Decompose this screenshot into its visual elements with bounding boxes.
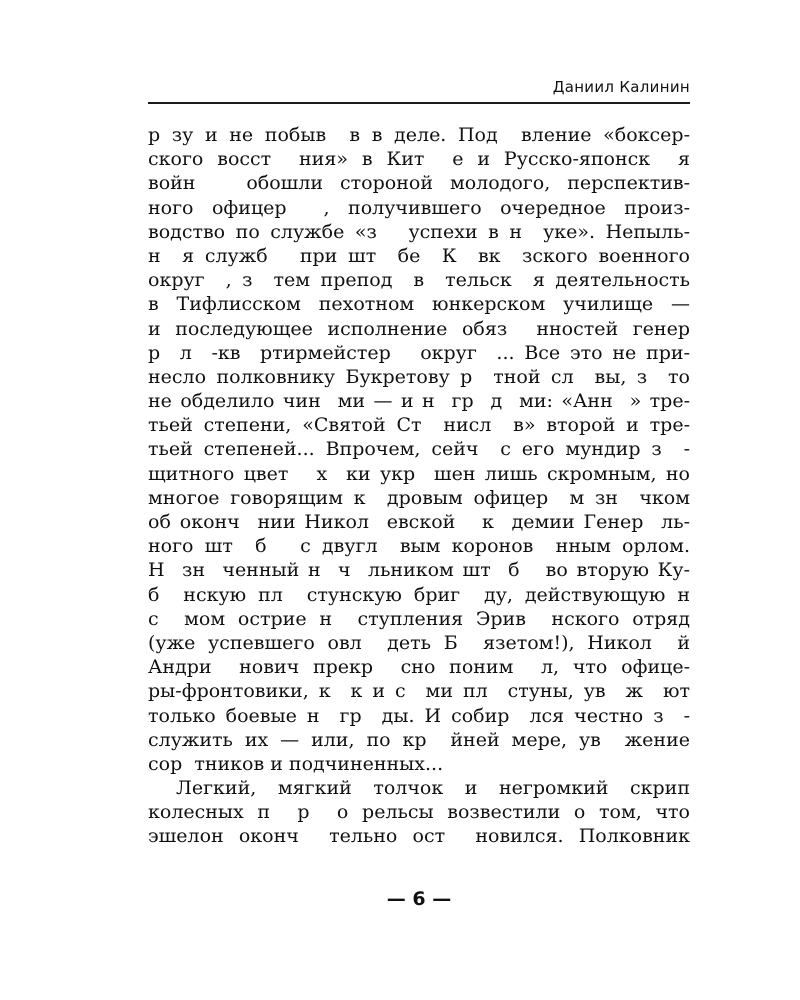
text-line: ного офицер , получившего очередное произ- (148, 196, 690, 219)
text-line: служить их — или, по кр йней мере, ув жение (148, 728, 690, 751)
text-line: эшелон оконч тельно ост новился. Полковник (148, 825, 690, 848)
text-line: округ , з тем препод в тельск я деятельность (148, 269, 690, 292)
text-line: (уже успевшего овл деть Б язетом!), Никол й (148, 631, 690, 654)
text-line: Легкий, мягкий толчок и негромкий скрип (176, 777, 690, 800)
text-line: тьей степеней... Впрочем, сейч с его мундир з - (148, 438, 690, 461)
body-text (148, 123, 690, 849)
page-number: — 6 — (386, 888, 452, 910)
text-line: ского восст ния» в Кит е и Русско-японск я (148, 148, 690, 171)
running-head: Даниил Калинин (552, 78, 690, 96)
text-line: многое говорящим к дровым офицер м зн чком (148, 486, 690, 509)
text-line: р зу и не побыв в в деле. Под вление «боксер- (148, 124, 690, 146)
text-line: ры-фронтовики, к к и с ми пл стуны, ув ж ют (148, 680, 690, 703)
text-line: не обделило чин ми — и н гр д ми: «Анн » тре- (148, 390, 690, 413)
text-line: несло полковнику Букретову р тной сл вы, з то (148, 365, 690, 388)
text-line: Андри нович прекр сно поним л, что офице- (148, 656, 690, 679)
text-line: н я служб при шт бе К вк зского военного (148, 244, 690, 267)
text-line: колесных п р о рельсы возвестили о том, что (148, 801, 690, 824)
text-line: ного шт б с двугл вым коронов нным орлом. (148, 535, 690, 558)
text-line: Н зн ченный н ч льником шт б во вторую Ку- (148, 559, 690, 582)
text-line: тьей степени, «Святой Ст нисл в» второй и тре- (148, 414, 690, 437)
text-line: б нскую пл стунскую бриг ду, действующую н (148, 583, 690, 606)
text-line: щитного цвет х ки укр шен лишь скромным, но (148, 462, 690, 485)
text-line: водство по службе «з успехи в н уке». Непыль- (148, 220, 690, 243)
text-line: в Тифлисском пехотном юнкерском училище — (148, 293, 690, 316)
text-line: только боевые н гр ды. И собир лся честно з - (148, 704, 690, 727)
text-line: с мом острие н ступления Эрив нского отряд (148, 607, 690, 630)
header-rule (148, 102, 690, 104)
text-line: войн обошли стороной молодого, перспектив- (148, 172, 690, 195)
text-line: р л -кв ртирмейстер округ ... Все это не при- (148, 341, 690, 364)
text-line: об оконч нии Никол евской к демии Генер ль- (148, 511, 690, 533)
text-line: сор тников и подчиненных... (148, 752, 444, 775)
text-line: и последующее исполнение обяз нностей генер (148, 317, 690, 340)
